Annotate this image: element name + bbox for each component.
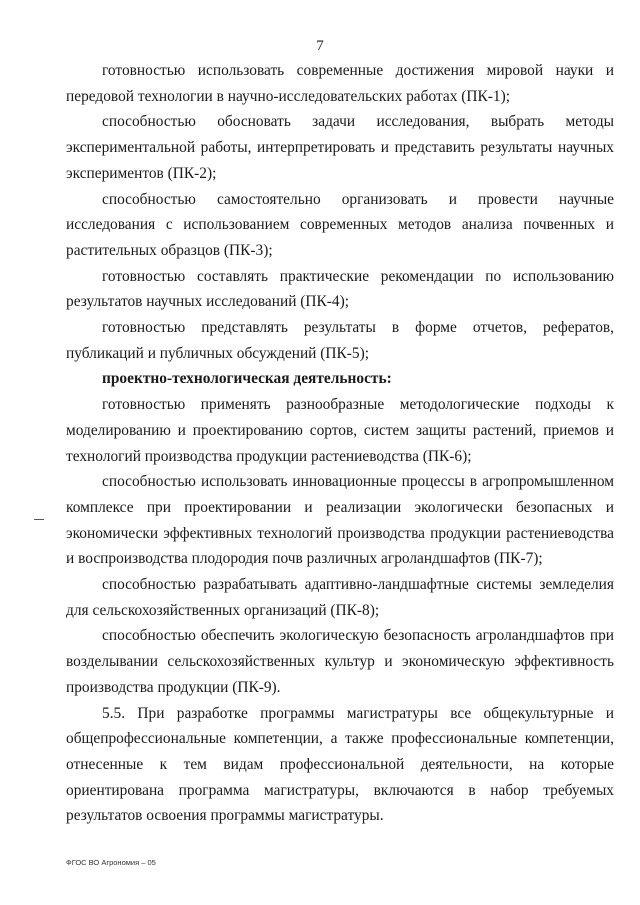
competency-pk-7: способностью использовать инновационные процессы в агропромышленном комплексе при проектировании и реализации экологически безопасных и экономически эффективных технологий производства продукции растениеводства и воспроизводства плодородия почв различных агроландшафтов (ПК-7); (66, 473, 614, 568)
document-body (66, 58, 614, 829)
competency-pk-8: способностью разрабатывать адаптивно-ландшафтные системы земледелия для сельскохозяйственных организаций (ПК-8); (66, 576, 614, 619)
competency-pk-3: способностью самостоятельно организовать и провести научные исследования с использованием современных методов анализа почвенных и растительных образцов (ПК-3); (66, 190, 614, 259)
clause-5-5: 5.5. При разработке программы магистратуры все общекультурные и общепрофессиональные компетенции, а также профессиональные компетенции, отнесенные к тем видам профессиональной деятельности, на которые ориентирована программа магистратуры, включаются в набор требуемых результатов освоения программы магистратуры. (66, 704, 614, 825)
margin-mark (34, 519, 44, 520)
competency-pk-1: готовностью использовать современные достижения мировой науки и передовой технологии в научно-исследовательских работах (ПК-1); (66, 62, 614, 105)
competency-pk-9: способностью обеспечить экологическую безопасность агроландшафтов при возделывании сельскохозяйственных культур и экономическую эффективность производства продукции (ПК-9). (66, 627, 614, 696)
competency-pk-6: готовностью применять разнообразные методологические подходы к моделированию и проектированию сортов, систем защиты растений, приемов и технологий производства продукции растениеводства (ПК-6); (66, 396, 614, 465)
section-heading: проектно-технологическая деятельность: (102, 370, 392, 388)
competency-pk-2: способностью обосновать задачи исследования, выбрать методы экспериментальной работы, интерпретировать и представить результаты научных экспериментов (ПК-2); (66, 113, 614, 182)
page-number: 7 (316, 38, 324, 54)
competency-pk-5: готовностью представлять результаты в форме отчетов, рефератов, публикаций и публичных обсуждений (ПК-5); (66, 319, 614, 362)
competency-pk-4: готовностью составлять практические рекомендации по использованию результатов научных исследований (ПК-4); (66, 267, 614, 311)
page-footer: ФГОС ВО Агрономия – 05 (66, 858, 156, 867)
